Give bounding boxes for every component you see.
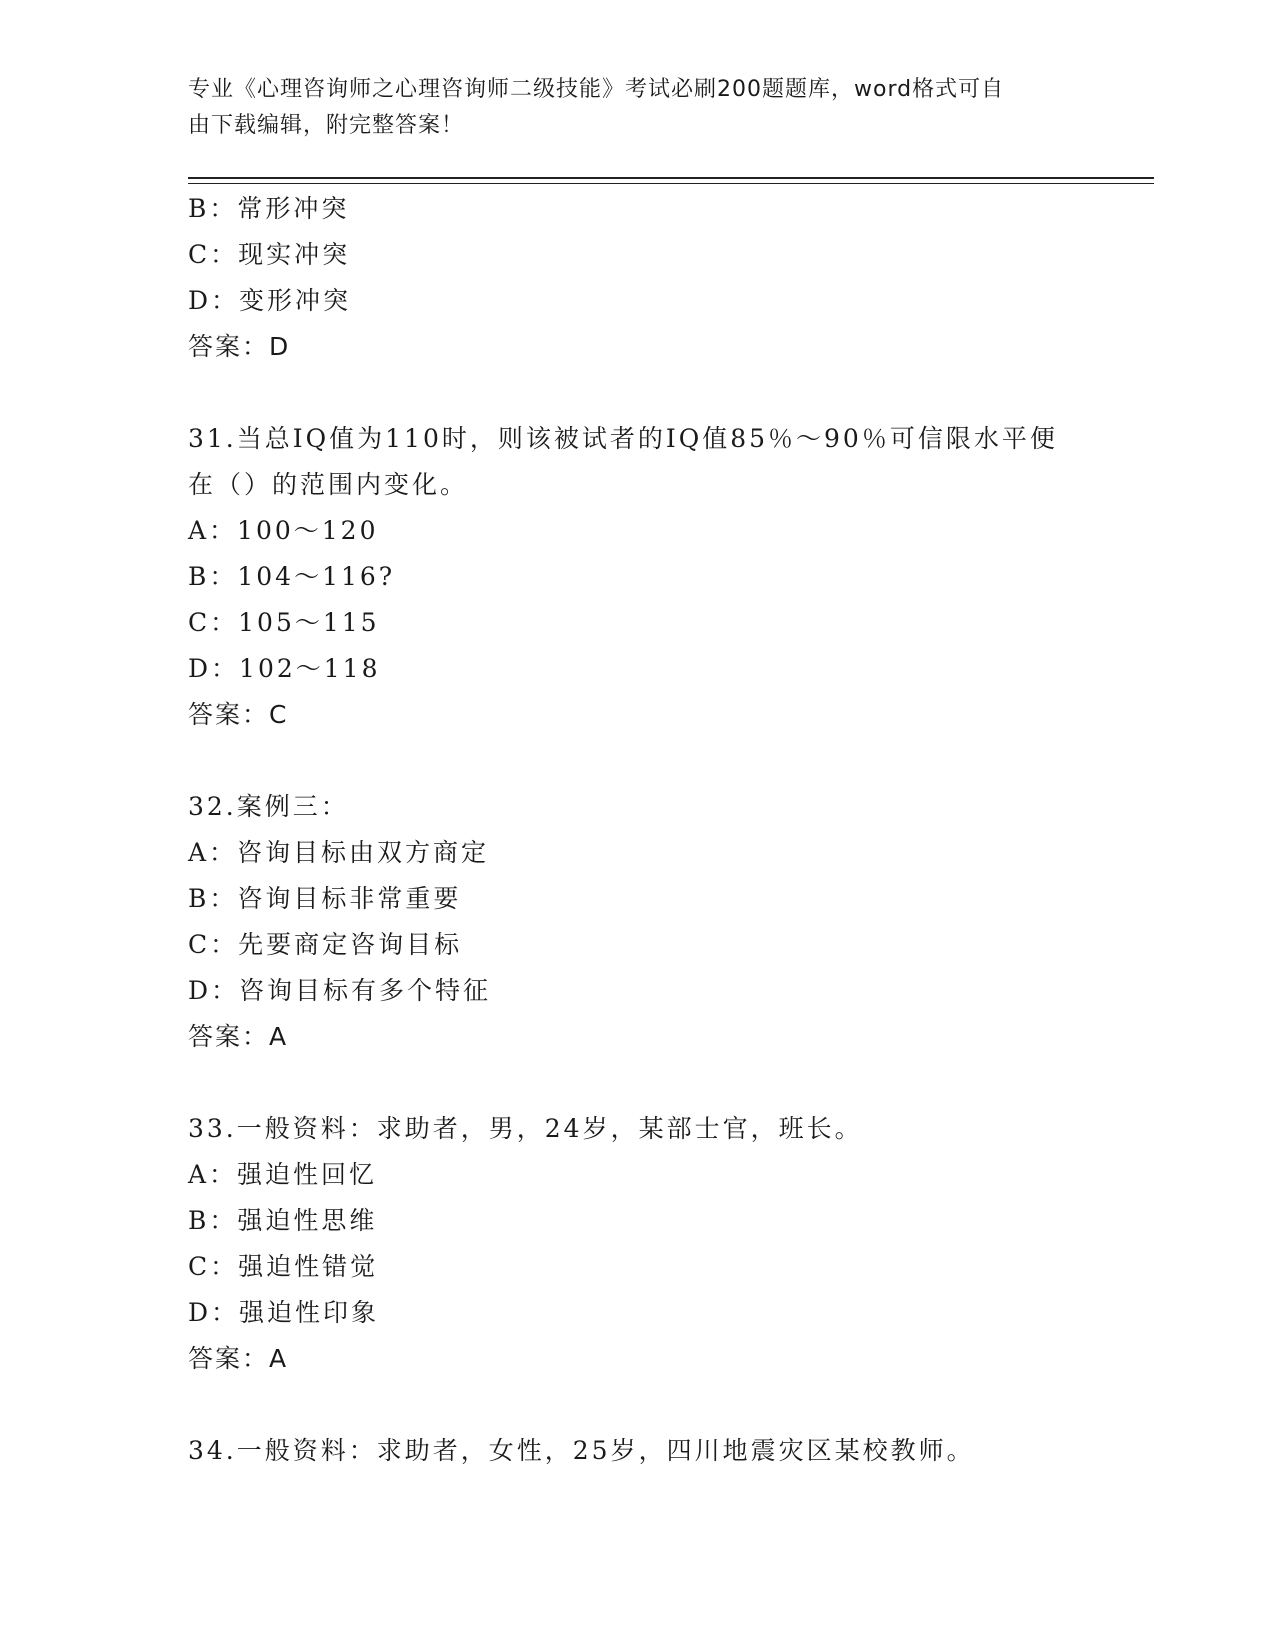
spacer [188, 370, 1088, 416]
spacer [188, 738, 1088, 784]
option-b: B：强迫性思维 [188, 1206, 378, 1235]
option-a: A：100～120 [188, 516, 379, 545]
document-body [188, 186, 1088, 1474]
question-text-line: 32.案例三： [188, 792, 349, 821]
header-line-2: 由下载编辑，附完整答案！ [188, 113, 465, 138]
option-c: C：现实冲突 [188, 240, 351, 269]
question-text-line: 在（）的范围内变化。 [188, 470, 469, 499]
question-text-line: 34.一般资料：求助者，女性，25岁，四川地震灾区某校教师。 [188, 1436, 975, 1465]
page-header [188, 72, 1068, 144]
option-b: B：104～116? [188, 562, 396, 591]
answer: 答案：D [188, 332, 291, 361]
option-c: C：强迫性错觉 [188, 1252, 379, 1281]
header-rule-thick [188, 177, 1154, 179]
spacer [188, 1060, 1088, 1106]
option-b: B：常形冲突 [188, 194, 350, 223]
answer: 答案：A [188, 1344, 289, 1373]
option-c: C：先要商定咨询目标 [188, 930, 463, 959]
question-text-line: 31.当总IQ值为110时，则该被试者的IQ值85％～90％可信限水平便 [188, 424, 1058, 453]
question-33 [188, 1106, 1088, 1382]
spacer [188, 1382, 1088, 1428]
header-line-1: 专业《心理咨询师之心理咨询师二级技能》考试必刷200题题库，word格式可自 [188, 77, 1005, 102]
option-d: D：变形冲突 [188, 286, 352, 315]
header-rule-thin [188, 183, 1154, 184]
option-a: A：咨询目标由双方商定 [188, 838, 490, 867]
question-31 [188, 416, 1088, 738]
option-d: D：102～118 [188, 654, 381, 683]
question-32 [188, 784, 1088, 1060]
option-d: D：咨询目标有多个特征 [188, 976, 492, 1005]
answer: 答案：C [188, 700, 289, 729]
option-a: A：强迫性回忆 [188, 1160, 378, 1189]
question-34 [188, 1428, 1088, 1474]
option-c: C：105～115 [188, 608, 380, 637]
answer: 答案：A [188, 1022, 289, 1051]
option-d: D：强迫性印象 [188, 1298, 380, 1327]
question-text-line: 33.一般资料：求助者，男，24岁，某部士官，班长。 [188, 1114, 863, 1143]
question-30-continuation [188, 186, 1088, 370]
option-b: B：咨询目标非常重要 [188, 884, 462, 913]
